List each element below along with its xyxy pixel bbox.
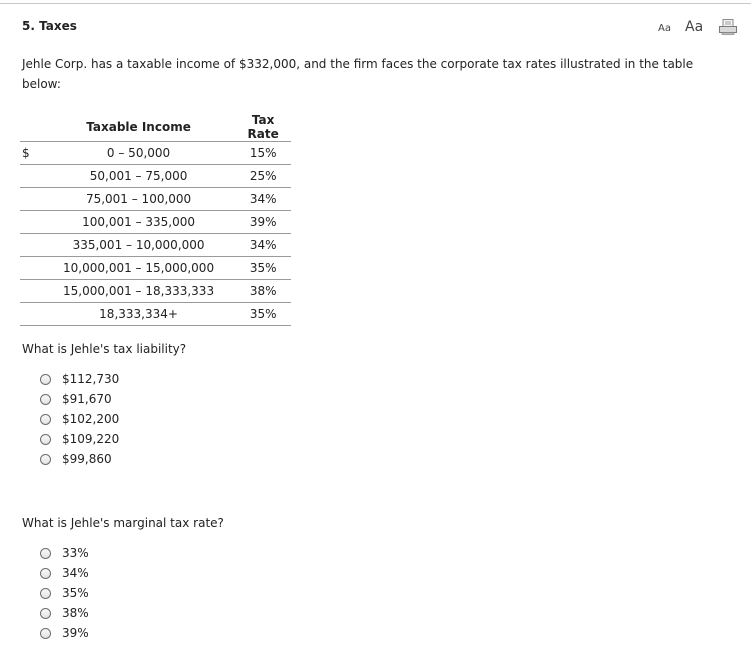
tax-rate-cell: 15% [235, 142, 291, 165]
table-row [20, 211, 291, 234]
currency-symbol [20, 280, 42, 303]
decrease-font-button[interactable]: Aa [658, 23, 671, 34]
taxable-income-cell: 10,000,001 – 15,000,000 [42, 257, 235, 280]
answer-option-label[interactable]: $109,220 [62, 432, 120, 446]
radio-button[interactable] [40, 628, 51, 639]
increase-font-button[interactable]: Aa [685, 19, 704, 35]
answer-option-label[interactable]: 39% [62, 626, 89, 640]
tax-rate-header: Tax Rate [235, 113, 291, 142]
radio-button[interactable] [40, 548, 51, 559]
radio-button[interactable] [40, 374, 51, 385]
answer-option[interactable] [40, 429, 119, 449]
radio-button[interactable] [40, 434, 51, 445]
answer-option[interactable] [40, 603, 89, 623]
answer-option-label[interactable]: 35% [62, 586, 89, 600]
answer-option[interactable] [40, 369, 119, 389]
radio-button[interactable] [40, 454, 51, 465]
tax-rate-cell: 34% [235, 188, 291, 211]
currency-symbol [20, 257, 42, 280]
table-row [20, 165, 291, 188]
tax-table-body [20, 142, 291, 326]
radio-button[interactable] [40, 588, 51, 599]
taxable-income-header: Taxable Income [42, 113, 235, 142]
answer-option-label[interactable]: $99,860 [62, 452, 112, 466]
currency-symbol [20, 188, 42, 211]
table-header-row [20, 113, 291, 142]
problem-statement: Jehle Corp. has a taxable income of $332,000, and the firm faces the corporate tax rates illustrated in the table below: [22, 57, 694, 91]
table-row [20, 188, 291, 211]
table-row [20, 280, 291, 303]
taxable-income-cell: 335,001 – 10,000,000 [42, 234, 235, 257]
radio-button[interactable] [40, 414, 51, 425]
answer-option-label[interactable]: $91,670 [62, 392, 112, 406]
radio-button[interactable] [40, 608, 51, 619]
tax-rate-cell: 38% [235, 280, 291, 303]
tax-rate-cell: 25% [235, 165, 291, 188]
tax-rate-table [20, 113, 291, 326]
taxable-income-cell: 50,001 – 75,000 [42, 165, 235, 188]
answer-option-label[interactable]: 33% [62, 546, 89, 560]
answer-option-label[interactable]: 34% [62, 566, 89, 580]
question-title: 5. Taxes [22, 19, 77, 33]
marginal-rate-options [40, 543, 89, 643]
currency-symbol [20, 211, 42, 234]
answer-option-label[interactable]: $112,730 [62, 372, 120, 386]
tax-rate-cell: 35% [235, 303, 291, 326]
table-row [20, 303, 291, 326]
table-row [20, 142, 291, 165]
answer-option[interactable] [40, 563, 89, 583]
currency-symbol: $ [20, 142, 42, 165]
answer-option[interactable] [40, 583, 89, 603]
table-row [20, 257, 291, 280]
question-marginal-rate: What is Jehle's marginal tax rate? [22, 516, 224, 530]
taxable-income-cell: 18,333,334+ [42, 303, 235, 326]
taxable-income-cell: 75,001 – 100,000 [42, 188, 235, 211]
answer-option[interactable] [40, 543, 89, 563]
answer-option[interactable] [40, 623, 89, 643]
tax-rate-cell: 34% [235, 234, 291, 257]
radio-button[interactable] [40, 394, 51, 405]
taxable-income-cell: 100,001 – 335,000 [42, 211, 235, 234]
tax-liability-options [40, 369, 119, 469]
tax-rate-cell: 39% [235, 211, 291, 234]
printer-icon[interactable] [719, 19, 737, 35]
taxable-income-cell: 0 – 50,000 [42, 142, 235, 165]
currency-symbol [20, 165, 42, 188]
taxable-income-cell: 15,000,001 – 18,333,333 [42, 280, 235, 303]
table-row [20, 234, 291, 257]
answer-option-label[interactable]: 38% [62, 606, 89, 620]
tax-rate-cell: 35% [235, 257, 291, 280]
answer-option[interactable] [40, 409, 119, 429]
answer-option-label[interactable]: $102,200 [62, 412, 120, 426]
currency-symbol [20, 234, 42, 257]
top-divider [0, 3, 751, 4]
radio-button[interactable] [40, 568, 51, 579]
answer-option[interactable] [40, 389, 119, 409]
table-header-blank [20, 113, 42, 142]
question-tax-liability: What is Jehle's tax liability? [22, 342, 187, 356]
answer-option[interactable] [40, 449, 119, 469]
currency-symbol [20, 303, 42, 326]
